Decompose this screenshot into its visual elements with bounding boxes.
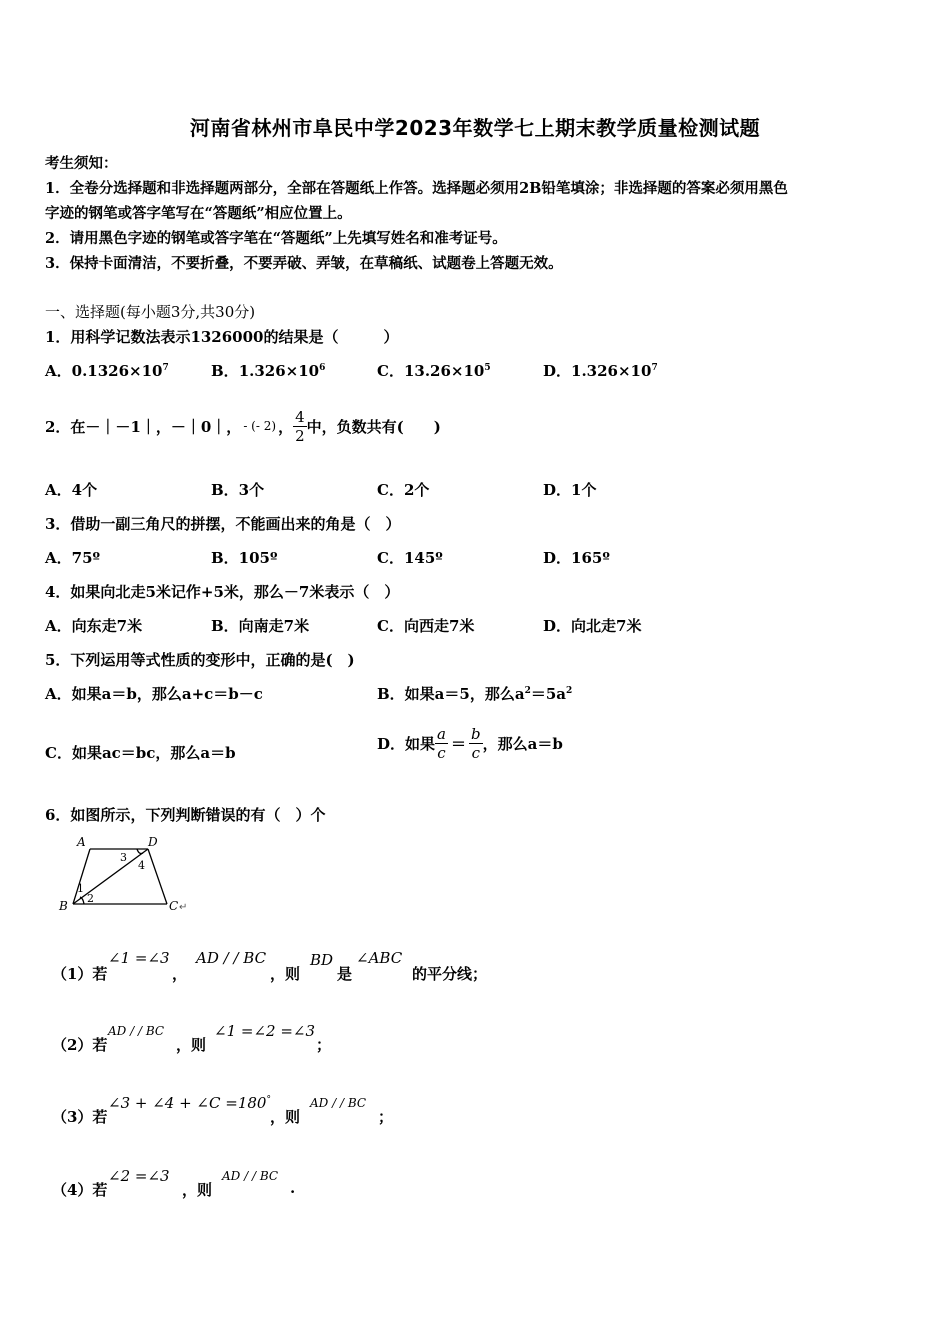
notice-item-2: 2．请用黑色字迹的钢笔或答字笔在“答题纸”上先填写姓名和准考证号。 (45, 230, 507, 247)
question-5-option-a: A．如果a＝b，那么a+c＝b－c (45, 685, 263, 703)
question-1-option-a: A．$0.1326\times 10^7$ (45, 362, 169, 380)
question-6-stem: 6．如图所示，下列判断错误的有（ ）个 (45, 806, 326, 824)
question-4-stem: 4．如果向北走5米记作+5米，那么－7米表示（ ） (45, 583, 400, 601)
fraction-a-over-c: $\frac{a}{c}$ (437, 724, 446, 762)
label-b: B (59, 899, 68, 913)
angle-label-3: 3 (120, 851, 127, 864)
question-3-stem: 3．借助一副三角尺的拼摆，不能画出来的角是（ ） (45, 515, 401, 533)
return-mark: ↵ (179, 902, 188, 913)
question-2-option-a: A．4个 (45, 481, 98, 499)
segment-bd (73, 849, 148, 904)
question-2-stem: 2．在－｜－1｜，－｜0｜， - (- 2) ， $\frac{4}{2}$ 中，负数共有( ) (45, 407, 441, 445)
question-2-option-b: B．3个 (211, 481, 265, 499)
question-1-option-c: C．$13.26\times 10^5$ (377, 362, 491, 380)
question-1-stem: 1．用科学记数法表示1326000的结果是（ ） (45, 328, 399, 346)
question-3-option-a: A．75º (45, 549, 101, 567)
section-heading: 一、选择题(每小题3分,共30分) (45, 303, 256, 321)
trapezoid-figure (55, 834, 205, 918)
notice-item-1: 1．全卷分选择题和非选择题两部分，全部在答题纸上作答。选择题必须用2B铅笔填涂；非选择题的答案必须用黑色 (45, 180, 788, 197)
question-5-option-c: C．如果ac＝bc，那么a＝b (45, 744, 236, 762)
question-3-option-d: D．165º (543, 549, 610, 567)
question-5-option-d: D．如果 $\frac{a}{c}$ ＝ $\frac{b}{c}$ ，那么a＝b (377, 724, 563, 762)
label-a: A (77, 835, 86, 849)
notice-item-3: 3．保持卡面清洁，不要折叠，不要弄破、弄皱，在草稿纸、试题卷上答题无效。 (45, 255, 563, 272)
fraction-b-over-c: $\frac{b}{c}$ (470, 724, 481, 762)
question-4-option-d: D．向北走7米 (543, 617, 642, 635)
notice-heading: 考生须知： (45, 155, 118, 172)
question-2-option-c: C．2个 (377, 481, 430, 499)
angle-label-1: 1 (77, 882, 84, 895)
question-4-option-a: A．向东走7米 (45, 617, 143, 635)
question-5-option-b: B．如果a＝5，那么$a^2=5a^2$ (377, 685, 573, 703)
question-2-option-d: D．1个 (543, 481, 597, 499)
question-4-option-b: B．向南走7米 (211, 617, 310, 635)
question-1-option-d: D．$1.326\times 10^7$ (543, 362, 658, 380)
fraction-4-over-2: $\frac{4}{2}$ (295, 407, 305, 445)
question-3-option-c: C．145º (377, 549, 443, 567)
angle-label-2: 2 (87, 892, 94, 905)
label-d: D (148, 835, 158, 849)
segment-dc (148, 849, 167, 904)
question-5-stem: 5．下列运用等式性质的变形中，正确的是( ) (45, 651, 355, 669)
page-title: 河南省林州市阜民中学2023年数学七上期末教学质量检测试题 (189, 116, 761, 140)
question-3-option-b: B．105º (211, 549, 278, 567)
question-4-option-c: C．向西走7米 (377, 617, 475, 635)
angle-arc-3 (137, 849, 143, 854)
label-c: C (169, 899, 179, 913)
angle-label-4: 4 (138, 859, 145, 872)
question-1-option-b: B．$1.326\times 10^6$ (211, 362, 326, 380)
notice-item-1-cont: 字迹的钢笔或答字笔写在“答题纸”相应位置上。 (45, 205, 352, 222)
